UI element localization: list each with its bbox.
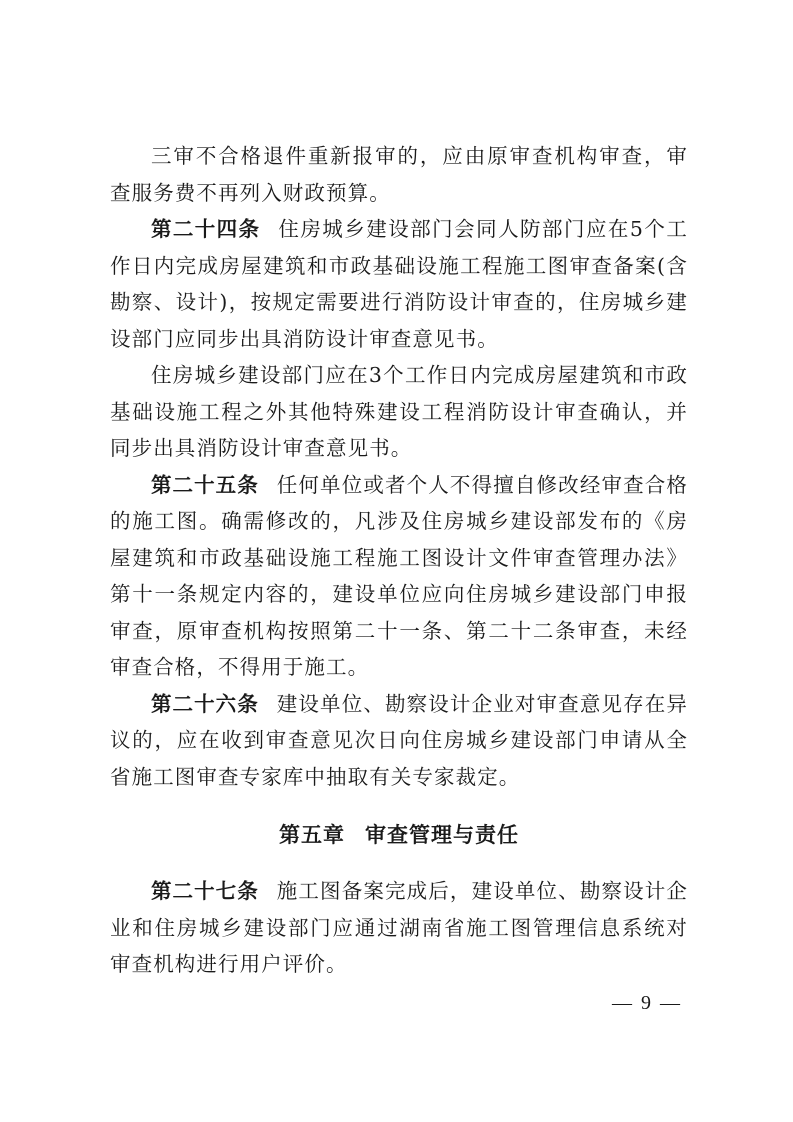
chapter-heading: [110, 819, 688, 849]
paragraph-continuation: 三审不合格退件重新报审的，应由原审查机构审查，审查服务费不再列入财政预算。: [110, 144, 688, 205]
article-24-text: 住房城乡建设部门会同人防部门应在5个工作日内完成房屋建筑和市政基础设施工程施工图审查备案(含勘察、设计)，按规定需要进行消防设计审查的，住房城乡建设部门应同步出具消防设计审查意见书。: [110, 217, 688, 351]
article-27: [110, 873, 688, 983]
article-27-label: 第二十七条: [151, 879, 259, 903]
article-25-label: 第二十五条: [151, 472, 259, 497]
article-25: [110, 467, 688, 686]
paragraph-fire-review: 住房城乡建设部门应在3个工作日内完成房屋建筑和市政基础设施工程之外其他特殊建设工程消防设计审查确认，并同步出具消防设计审查意见书。: [110, 363, 688, 460]
article-24: [110, 211, 688, 357]
document-page: [110, 138, 688, 983]
article-26-label: 第二十六条: [151, 691, 259, 716]
article-24-label: 第二十四条: [151, 217, 261, 241]
page-number: — 9 —: [612, 992, 682, 1014]
article-27-text: 施工图备案完成后，建设单位、勘察设计企业和住房城乡建设部门应通过湖南省施工图管理信息系统对审查机构进行用户评价。: [110, 879, 689, 976]
article-26: [110, 686, 688, 796]
chapter-title: 审查管理与责任: [365, 823, 519, 847]
article-26-text: 建设单位、勘察设计企业对审查意见存在异议的，应在收到审查意见次日向住房城乡建设部门申请从全省施工图审查专家库中抽取有关专家裁定。: [110, 691, 689, 789]
chapter-number: 第五章: [279, 823, 345, 847]
article-25-text: 任何单位或者个人不得擅自修改经审查合格的施工图。确需修改的，凡涉及住房城乡建设部发布的《房屋建筑和市政基础设施工程施工图设计文件审查管理办法》第十一条规定内容的，建设单位应向住房城乡建设部门申报审查，原审查机构按照第二十一条、第二十二条审查，未经审查合格，不得用于施工。: [110, 472, 689, 679]
